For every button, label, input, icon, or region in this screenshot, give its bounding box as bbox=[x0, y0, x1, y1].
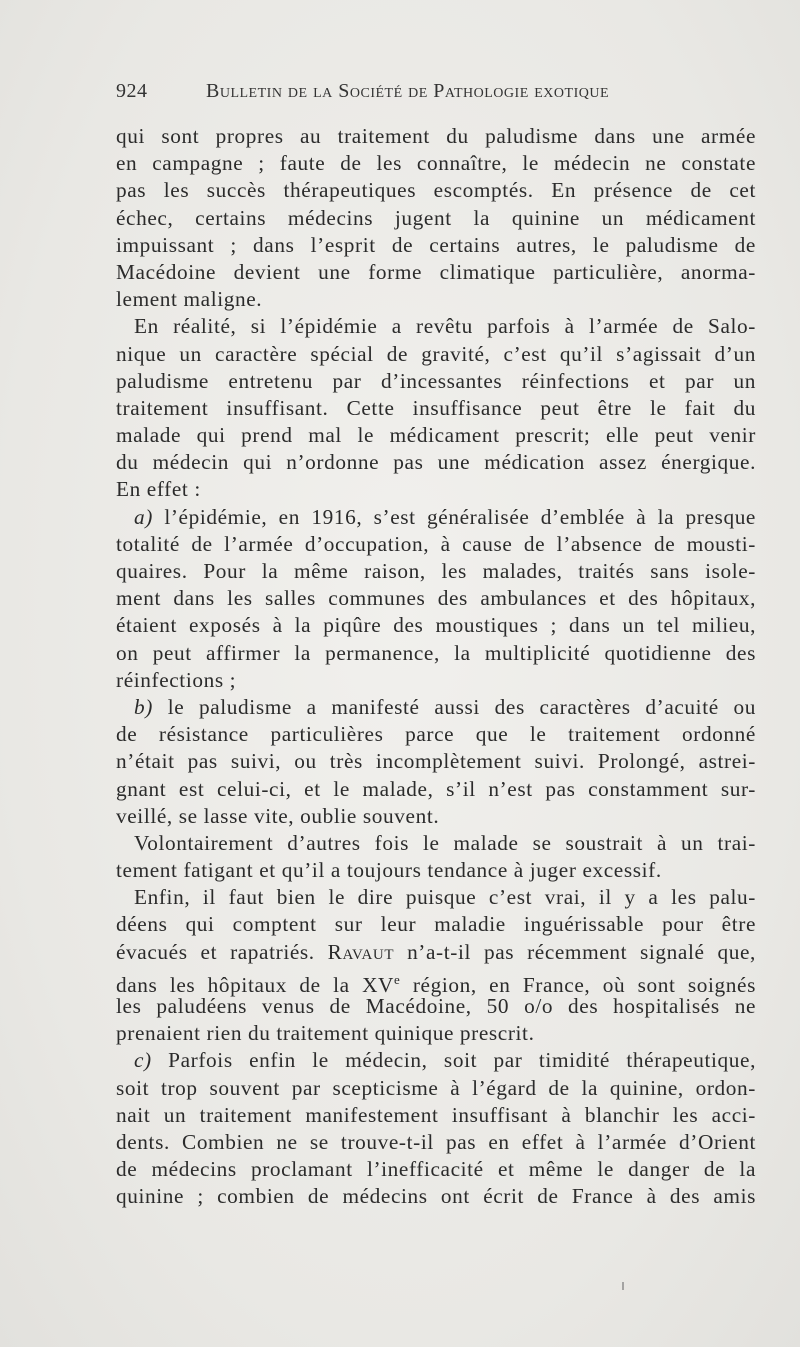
text-line: réinfections ; bbox=[116, 667, 237, 692]
text-line: en campagne ; faute de les connaître, le médecin ne constate bbox=[116, 151, 756, 176]
text-line: de médecins proclamant l’inefficacité et même le danger de la bbox=[116, 1157, 756, 1182]
text-line: nait un traitement manifestement insuffisant à blanchir les acci- bbox=[116, 1102, 756, 1127]
text-line: échec, certains médecins jugent la quinine un médicament bbox=[116, 205, 756, 230]
text-fragment: Parfois enfin le médecin, soit par timidité thérapeutique, bbox=[168, 1048, 756, 1073]
text-line: totalité de l’armée d’occupation, à cause de l’absence de mousti- bbox=[116, 531, 756, 556]
running-head: Bulletin de la Société de Pathologie exotique bbox=[206, 80, 610, 102]
text-line: on peut affirmer la permanence, la multiplicité quotidienne des bbox=[116, 640, 756, 665]
text-line: impuissant ; dans l’esprit de certains autres, le paludisme de bbox=[116, 232, 756, 257]
text-line: n’était pas suivi, ou très incomplètement suivi. Prolongé, astrei- bbox=[116, 749, 756, 774]
text-fragment: l’épidémie, en 1916, s’est généralisée d’emblée à la presque bbox=[164, 504, 756, 529]
text-fragment: n’a-t-il pas récemment signalé que, bbox=[407, 939, 756, 964]
text-line-a bbox=[116, 504, 756, 531]
text-line-b bbox=[116, 694, 756, 721]
text-line: étaient exposés à la piqûre des moustiques ; dans un tel milieu, bbox=[116, 613, 756, 638]
text-line: Enfin, il faut bien le dire puisque c’est vrai, il y a les palu- bbox=[134, 885, 756, 910]
text-line: qui sont propres au traitement du paludisme dans une armée bbox=[116, 124, 756, 148]
text-line: traitement insuffisant. Cette insuffisance peut être le fait du bbox=[116, 395, 756, 420]
author-name: Ravaut bbox=[327, 939, 395, 964]
text-line: prenaient rien du traitement quinique prescrit. bbox=[116, 1021, 535, 1046]
text-line: quaires. Pour la même raison, les malades, traités sans isole- bbox=[116, 559, 756, 583]
text-line: En réalité, si l’épidémie a revêtu parfois à l’armée de Salo- bbox=[134, 314, 756, 339]
text-fragment: région, en France, où sont soignés bbox=[412, 972, 756, 997]
text-line: les paludéens venus de Macédoine, 50 o/o des hospitalisés ne bbox=[116, 994, 756, 1018]
text-line-c bbox=[116, 1047, 756, 1074]
list-marker-c: c) bbox=[134, 1048, 152, 1073]
list-marker-a: a) bbox=[134, 504, 153, 529]
text-line: du médecin qui n’ordonne pas une médication assez énergique. bbox=[116, 450, 756, 475]
text-line: lement maligne. bbox=[116, 287, 263, 312]
text-line: En effet : bbox=[116, 477, 201, 502]
text-line: déens qui comptent sur leur maladie inguérissable pour être bbox=[116, 912, 756, 937]
text-line: nique un caractère spécial de gravité, c’est qu’il s’agissait d’un bbox=[116, 341, 756, 366]
text-line: malade qui prend mal le médicament prescrit; elle peut venir bbox=[116, 423, 756, 448]
text-line: soit trop souvent par scepticisme à l’égard de la quinine, ordon- bbox=[116, 1075, 756, 1100]
text-line: tement fatigant et qu’il a toujours tendance à juger excessif. bbox=[116, 858, 662, 883]
text-line-ravaut bbox=[116, 939, 756, 966]
text-fragment: évacués et rapatriés. bbox=[116, 939, 315, 964]
roman-numeral: XVe bbox=[362, 971, 401, 997]
body-text bbox=[116, 123, 756, 1211]
print-mark bbox=[622, 1282, 624, 1290]
text-line: quinine ; combien de médecins ont écrit de France à des amis bbox=[116, 1184, 756, 1209]
text-line-region bbox=[116, 966, 756, 997]
page-header bbox=[116, 80, 676, 110]
list-marker-b: b) bbox=[134, 694, 153, 719]
page-number: 924 bbox=[116, 80, 148, 102]
text-line: pas les succès thérapeutiques escomptés. En présence de cet bbox=[116, 178, 756, 203]
text-line: veillé, se lasse vite, oublie souvent. bbox=[116, 803, 440, 828]
text-line: Volontairement d’autres fois le malade se soustrait à un trai- bbox=[134, 830, 756, 855]
text-fragment: le paludisme a manifesté aussi des caractères d’acuité ou bbox=[167, 694, 756, 719]
text-fragment: dans les hôpitaux de la bbox=[116, 972, 350, 997]
text-line: gnant est celui-ci, et le malade, s’il n’est pas constamment sur- bbox=[116, 776, 756, 801]
text-line: paludisme entretenu par d’incessantes réinfections et par un bbox=[116, 368, 756, 393]
text-line: Macédoine devient une forme climatique particulière, anorma- bbox=[116, 259, 756, 284]
text-line: de résistance particulières parce que le traitement ordonné bbox=[116, 722, 756, 747]
text-line: dents. Combien ne se trouve-t-il pas en effet à l’armée d’Orient bbox=[116, 1129, 756, 1154]
text-line: ment dans les salles communes des ambulances et des hôpitaux, bbox=[116, 586, 756, 611]
